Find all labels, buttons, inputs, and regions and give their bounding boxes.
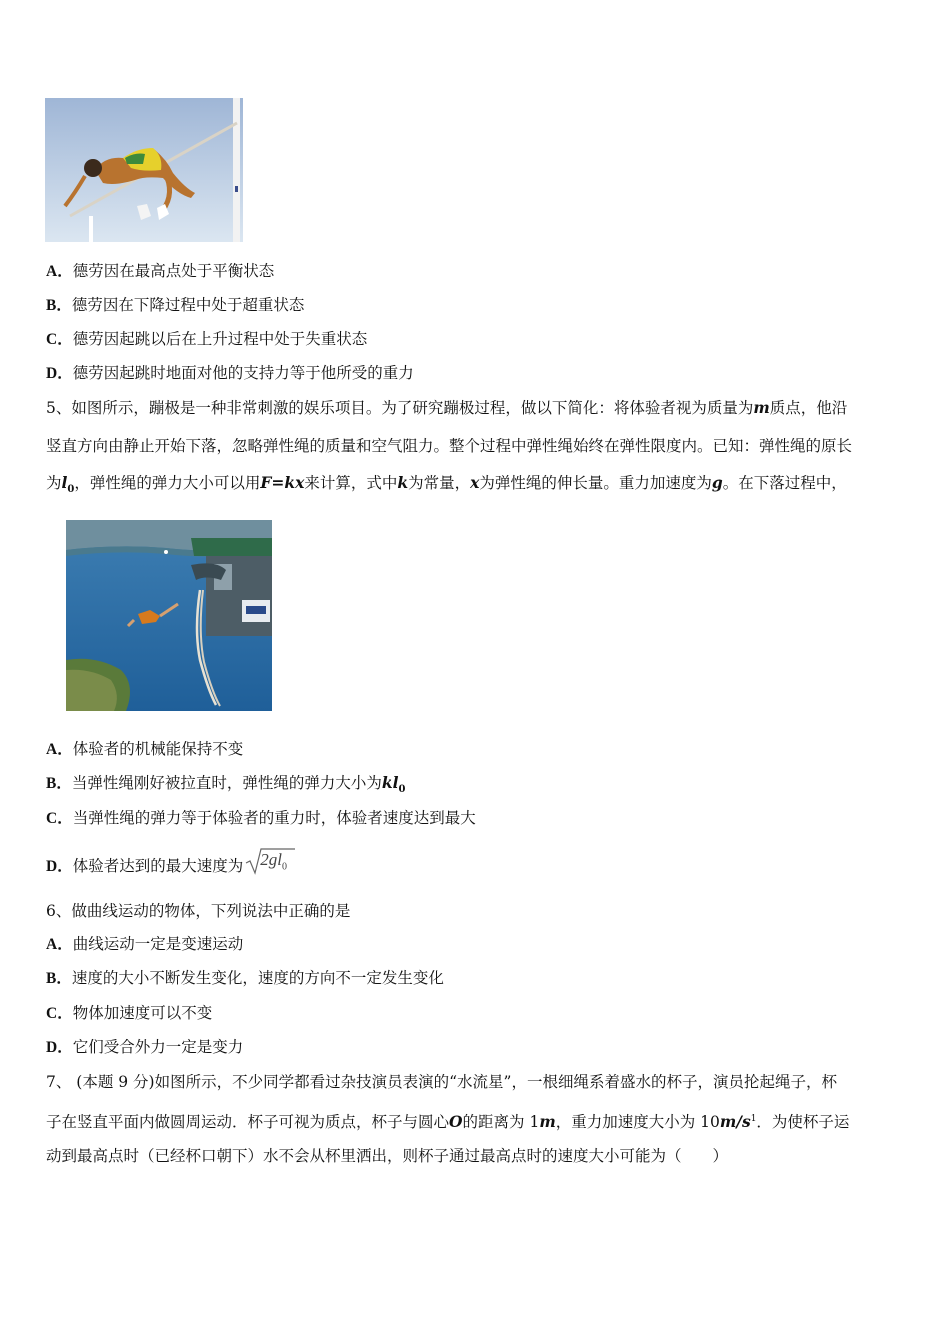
q5-line2-text: 竖直方向由静止开始下落，忽略弹性绳的质量和空气阻力。整个过程中弹性绳始终在弹性限度内。已知：弹性绳的原长	[46, 437, 853, 455]
var-l-sub: 0	[67, 484, 75, 496]
option-text: 当弹性绳的弹力等于体验者的重力时，体验者速度达到最大	[72, 809, 476, 827]
option-label: C．	[46, 331, 73, 348]
q7-line1-text: 7、 (本题 9 分)如图所示，不少同学都看过杂技演员表演的“水流星”，一根细绳系着盛水的杯子，演员抡起绳子，杯	[46, 1073, 837, 1091]
q7-line2-b: 的距离为 1	[462, 1113, 540, 1132]
q5-stem-line1	[46, 398, 847, 418]
option-label: D．	[46, 365, 73, 382]
bungee-jump-photo-icon	[66, 520, 272, 711]
sqrt-sub: 0	[281, 861, 287, 873]
sqrt-body	[260, 850, 287, 877]
option-label: B．	[46, 297, 72, 314]
option-text: 体验者的机械能保持不变	[72, 740, 244, 758]
q5-line1-end: 质点，他沿	[769, 399, 848, 417]
q6-option-b[interactable]	[46, 968, 444, 989]
sqrt-expression	[245, 847, 295, 875]
q6-option-a[interactable]	[46, 934, 243, 955]
q6-option-c[interactable]	[46, 1003, 212, 1024]
q5-line3-a: 为	[46, 474, 62, 492]
var-l: l	[61, 473, 68, 492]
unit-m: m	[539, 1112, 556, 1132]
q4-option-c[interactable]	[46, 329, 367, 350]
option-label: A．	[46, 936, 73, 953]
var-g: g	[711, 473, 723, 492]
q4-option-a[interactable]	[46, 261, 274, 282]
q5-line1-text: 5、如图所示，蹦极是一种非常刺激的娱乐项目。为了研究蹦极过程，做以下简化：将体验者视为质量为	[46, 399, 754, 417]
q7-stem-line3	[46, 1146, 728, 1166]
q7-line2-a: 子在竖直平面内做圆周运动．杯子可视为质点，杯子与圆心	[46, 1113, 450, 1132]
var-x: x	[470, 473, 480, 492]
q7-line2-d: ．为使杯子运	[756, 1113, 850, 1132]
var-m: m	[753, 398, 770, 417]
unit-ms-sup: 1	[750, 1114, 757, 1124]
formula-fkx: F=kx	[260, 473, 305, 492]
option-label: C．	[46, 810, 73, 827]
var-k: k	[397, 473, 409, 492]
q7-stem-line1	[46, 1072, 837, 1092]
option-text: 曲线运动一定是变速运动	[72, 935, 244, 953]
option-text: 体验者达到的最大速度为	[72, 857, 244, 875]
q5-stem-line3	[46, 473, 847, 500]
q4-option-d[interactable]	[46, 363, 414, 384]
q6-option-d[interactable]	[46, 1037, 243, 1058]
var-o: O	[449, 1112, 463, 1132]
q5-option-d[interactable]	[46, 850, 295, 881]
q7-line2-c: ，重力加速度大小为 10	[555, 1113, 720, 1132]
option-label: D．	[46, 858, 73, 875]
math-kl-sub: 0	[398, 784, 406, 796]
q5-line3-b: ，弹性绳的弹力大小可以用	[74, 474, 261, 492]
option-label: D．	[46, 1039, 73, 1056]
option-label: A．	[46, 263, 73, 280]
q6-stem-text: 6、做曲线运动的物体，下列说法中正确的是	[46, 902, 351, 920]
option-text: 它们受合外力一定是变力	[72, 1038, 244, 1056]
high-jump-photo	[45, 98, 243, 242]
sqrt-radicand: 2gl	[260, 850, 282, 869]
q7-line3-text: 动到最高点时（已经杯口朝下）水不会从杯里洒出，则杯子通过最高点时的速度大小可能为（ ）	[46, 1147, 729, 1165]
option-label: B．	[46, 970, 72, 987]
bungee-jump-photo	[66, 520, 272, 711]
option-text: 当弹性绳刚好被拉直时，弹性绳的弹力大小为	[71, 774, 382, 792]
option-text: 速度的大小不断发生变化，速度的方向不一定发生变化	[71, 969, 444, 987]
option-label: C．	[46, 1005, 73, 1022]
option-text: 德劳因起跳时地面对他的支持力等于他所受的重力	[72, 364, 414, 382]
option-label: A．	[46, 741, 73, 758]
q5-line3-f: 。在下落过程中，	[722, 474, 847, 492]
math-kl: kl	[381, 773, 399, 792]
q5-line3-d: 为常量，	[408, 474, 471, 492]
q5-option-c[interactable]	[46, 808, 476, 829]
q5-line3-c: 来计算，式中	[304, 474, 398, 492]
q6-stem	[46, 901, 350, 921]
q5-option-b[interactable]	[46, 773, 405, 800]
unit-ms: m/s	[719, 1112, 751, 1132]
option-text: 德劳因在下降过程中处于超重状态	[71, 296, 305, 314]
q5-line3-e: 为弹性绳的伸长量。重力加速度为	[479, 474, 712, 492]
q5-option-a[interactable]	[46, 739, 243, 760]
q5-stem-line2	[46, 436, 852, 456]
option-text: 物体加速度可以不变	[72, 1004, 213, 1022]
option-text: 德劳因在最高点处于平衡状态	[72, 262, 275, 280]
q4-option-b[interactable]	[46, 295, 304, 316]
high-jump-photo-icon	[45, 98, 243, 242]
q7-stem-line2	[46, 1109, 849, 1132]
option-text: 德劳因起跳以后在上升过程中处于失重状态	[72, 330, 368, 348]
option-label: B．	[46, 775, 72, 792]
